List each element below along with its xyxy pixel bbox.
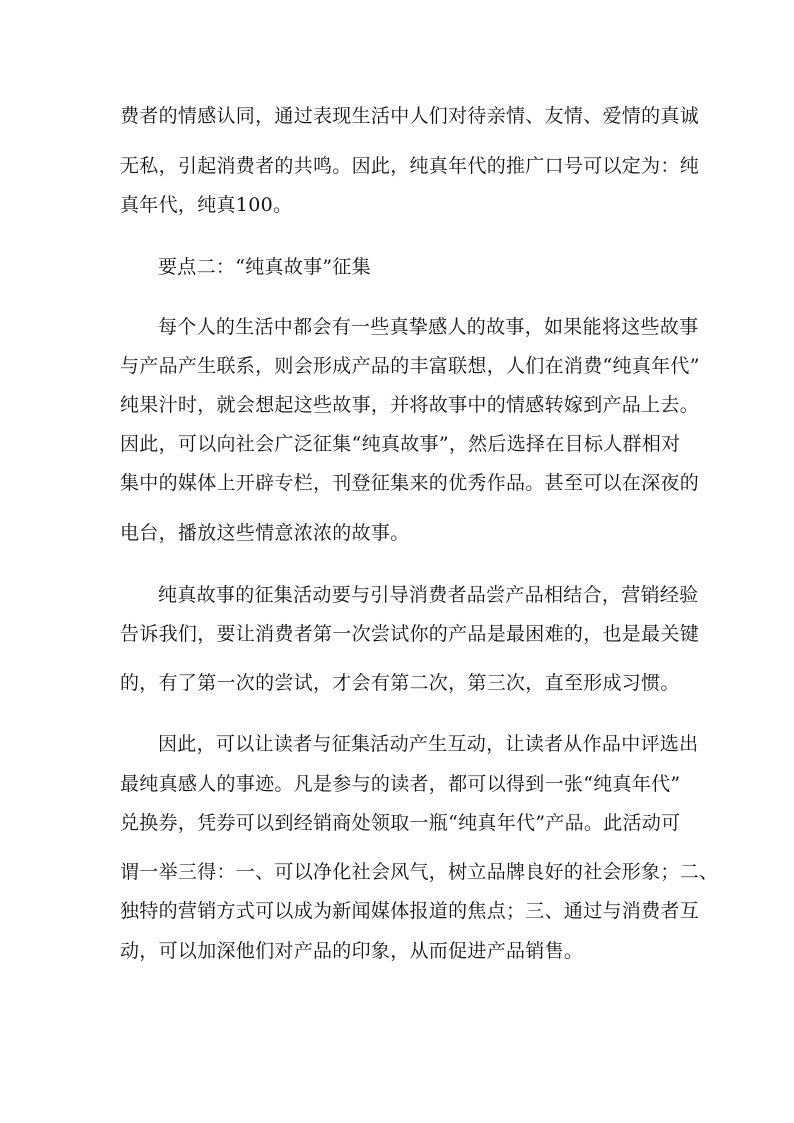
paragraph-line: 真年代，纯真100。	[120, 194, 293, 216]
paragraph-line: 每个人的生活中都会有一些真挚感人的故事，如果能将这些故事	[158, 316, 699, 338]
paragraph-line: 动，可以加深他们对产品的印象，从而促进产品销售。	[120, 940, 584, 962]
paragraph-line: 纯真故事的征集活动要与引导消费者品尝产品相结合，营销经验	[158, 584, 699, 606]
paragraph-line: 独特的营销方式可以成为新闻媒体报道的焦点；三、通过与消费者互	[120, 900, 700, 922]
paragraph-line: 因此，可以让读者与征集活动产生互动，让读者从作品中评选出	[158, 733, 699, 755]
paragraph-line: 无私，引起消费者的共鸣。因此，纯真年代的推广口号可以定为：纯	[120, 155, 700, 177]
paragraph-line: 费者的情感认同，通过表现生活中人们对待亲情、友情、爱情的真诚	[120, 105, 700, 127]
paragraph-line: 兑换券，凭券可以到经销商处领取一瓶“纯真年代”产品。此活动可	[120, 812, 681, 834]
paragraph-line: 谓一举三得：一、可以净化社会风气，树立品牌良好的社会形象；二、	[120, 861, 719, 883]
section-heading: 要点二：“纯真故事”征集	[158, 256, 372, 278]
paragraph-line: 的，有了第一次的尝试，才会有第二次，第三次，直至形成习惯。	[120, 672, 680, 694]
paragraph-line: 电台，播放这些情意浓浓的故事。	[120, 522, 410, 544]
paragraph-line: 集中的媒体上开辟专栏，刊登征集来的优秀作品。甚至可以在深夜的	[120, 472, 700, 494]
paragraph-line: 最纯真感人的事迹。凡是参与的读者，都可以得到一张“纯真年代”	[120, 773, 681, 795]
paragraph-line: 与产品产生联系，则会形成产品的丰富联想，人们在消费“纯真年代”	[120, 355, 700, 377]
paragraph-line: 纯果汁时，就会想起这些故事，并将故事中的情感转嫁到产品上去。	[120, 394, 700, 416]
paragraph-line: 因此，可以向社会广泛征集“纯真故事”，然后选择在目标人群相对	[120, 433, 681, 455]
paragraph-line: 告诉我们，要让消费者第一次尝试你的产品是最困难的，也是最关键	[120, 623, 700, 645]
